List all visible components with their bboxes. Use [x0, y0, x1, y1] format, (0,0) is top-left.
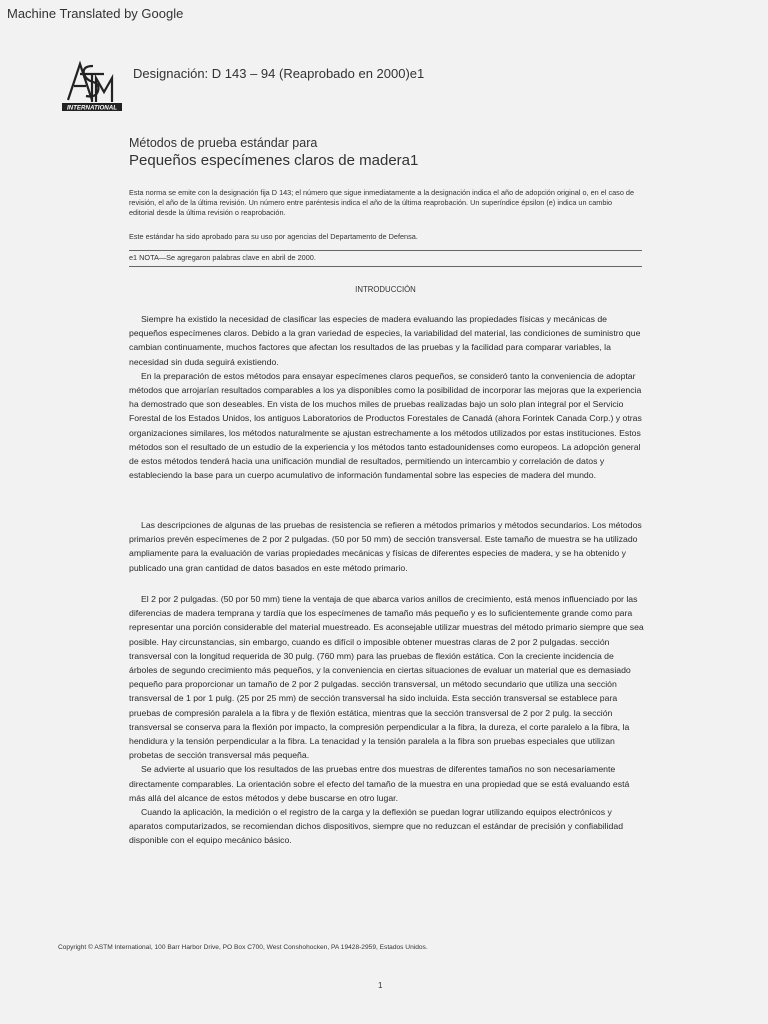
paragraph: En la preparación de estos métodos para ensayar especímenes claros pequeños, se consideró tanto la conveniencia de adoptar métodos que arrojarían resultados comparables a los ya disponibles como la posibilidad de incorporar las mejoras que la experiencia ha demostrado que son deseables. En vista de los muchos miles de pruebas realizadas bajo un solo plan integral por el Servicio Forestal de los Estados Unidos, los antiguos Laboratorios de Productos Forestales de Canadá (ahora Forintek Canada Corp.) y otras organizaciones similares, los métodos naturalmente se ajustan estrechamente a los métodos utilizados por estas instituciones. Estos métodos son el resultado de un estudio de la experiencia y los métodos tanto estadounidenses como europeos. La adopción general de estos métodos tenderá hacia una unificación mundial de resultados, permitiendo un intercambio y correlación de datos y estableciendo la base para un cuerpo acumulativo de información fundamental sobre las especies de madera del mundo. — [129, 370, 642, 481]
dod-approval-notice: Este estándar ha sido aprobado para su uso por agencias del Departamento de Defensa. — [129, 232, 418, 241]
paragraph: Se advierte al usuario que los resultados de las pruebas entre dos muestras de diferentes tamaños no son necesariamente directamente comparables. La orientación sobre el efecto del tamaño de la muestra en una propiedad que se está evaluando está más allá del alcance de estos métodos y debe buscarse en otro lugar. — [129, 764, 630, 803]
paragraph: Las descripciones de algunas de las pruebas de resistencia se refieren a métodos primarios y métodos secundarios. Los métodos primarios prevén especímenes de 2 por 2 pulgadas. (50 por 50 mm) de sección transversal. Este tamaño de muestra se ha utilizado ampliamente para la evaluación de varias propiedades mecánicas y físicas de diferentes especies de madera, y se ha obtenido y publicado una gran cantidad de datos basados en este método primario. — [129, 520, 642, 573]
machine-translation-banner — [0, 0, 768, 30]
page-number: 1 — [378, 981, 383, 990]
paragraph: Siempre ha existido la necesidad de clasificar las especies de madera evaluando las propiedades físicas y mecánicas de pequeños especímenes claros. Debido a la gran variedad de especies, la variabilidad del material, las condiciones de suministro que cambian continuamente, muchos factores que afectan los resultados de las pruebas y la facilidad para comparar variables, la necesidad sin duda seguirá existiendo. — [129, 314, 641, 367]
intro-block-3 — [129, 592, 644, 848]
divider-top — [129, 250, 642, 251]
intro-block-2 — [129, 518, 644, 575]
document-title: Pequeños especímenes claros de madera1 — [129, 152, 419, 169]
editorial-note: e1 NOTA—Se agregaron palabras clave en abril de 2000. — [129, 253, 316, 262]
designation: Designación: D 143 – 94 (Reaprobado en 2000)e1 — [133, 66, 425, 81]
intro-block-1 — [129, 312, 644, 482]
paragraph: El 2 por 2 pulgadas. (50 por 50 mm) tiene la ventaja de que abarca varios anillos de crecimiento, está menos influenciado por las diferencias de madera temprana y tardía que los especímenes de tamaño más pequeño y es lo suficientemente grande como para representar una porción considerable del material muestreado. Es aconsejable utilizar muestras del método primario siempre que sea posible. Hay circunstancias, sin embargo, cuando es difícil o imposible obtener muestras claras de 2 por 2 pulgadas. sección transversal con la longitud requerida de 30 pulg. (760 mm) para las pruebas de flexión estática. Con la creciente incidencia de árboles de segundo crecimiento más pequeños, y la conveniencia en ciertas situaciones de evaluar un material que es demasiado pequeño para proporcionar un tamaño de 2 por 2 pulgadas. sección transversal, un método secundario que utiliza una sección transversal de 1 por 1 pulg. (25 por 25 mm) de sección transversal ha sido incluida. Esta sección transversal se establece para pruebas de compresión paralela a la fibra y de flexión estática, mientras que la sección transversal de 2 por 2 pulg. la sección transversal se conserva para la flexión por impacto, la compresión perpendicular a la fibra, la dureza, el corte paralelo a la fibra, la hendidura y la tensión perpendicular a la fibra. La tenacidad y la tensión paralela a la fibra son pruebas especiales que utilizan probetas de sección transversal más pequeña. — [129, 594, 644, 761]
divider-bottom — [129, 266, 642, 267]
copyright-footer: Copyright © ASTM International, 100 Barr Harbor Drive, PO Box C700, West Conshohocken, PA 19428-2959, Estados Unidos. — [58, 944, 428, 951]
astm-logo — [60, 56, 124, 116]
designation-notice: Esta norma se emite con la designación fija D 143; el número que sigue inmediatamente a la designación indica el año de adopción original o, en el caso de revisión, el año de la última revisión. Un número entre paréntesis indica el año de la última reaprobación. Un superíndice épsilon (e) indica un cambio editorial desde la última revisión o reaprobación. — [129, 188, 635, 217]
title-prefix: Métodos de prueba estándar para — [129, 136, 318, 150]
document-page — [0, 30, 768, 1024]
paragraph: Cuando la aplicación, la medición o el registro de la carga y la deflexión se puedan lograr utilizando equipos electrónicos y aparatos computarizados, se recomiendan dichos dispositivos, siempre que no reduzcan el estándar de precisión y confiabilidad disponible con el equipo mecánico básico. — [129, 807, 624, 846]
introduction-heading: INTRODUCCIÓN — [355, 285, 416, 294]
logo-subtitle: INTERNATIONAL — [66, 104, 118, 112]
banner-text: Machine Translated by Google — [7, 6, 184, 21]
